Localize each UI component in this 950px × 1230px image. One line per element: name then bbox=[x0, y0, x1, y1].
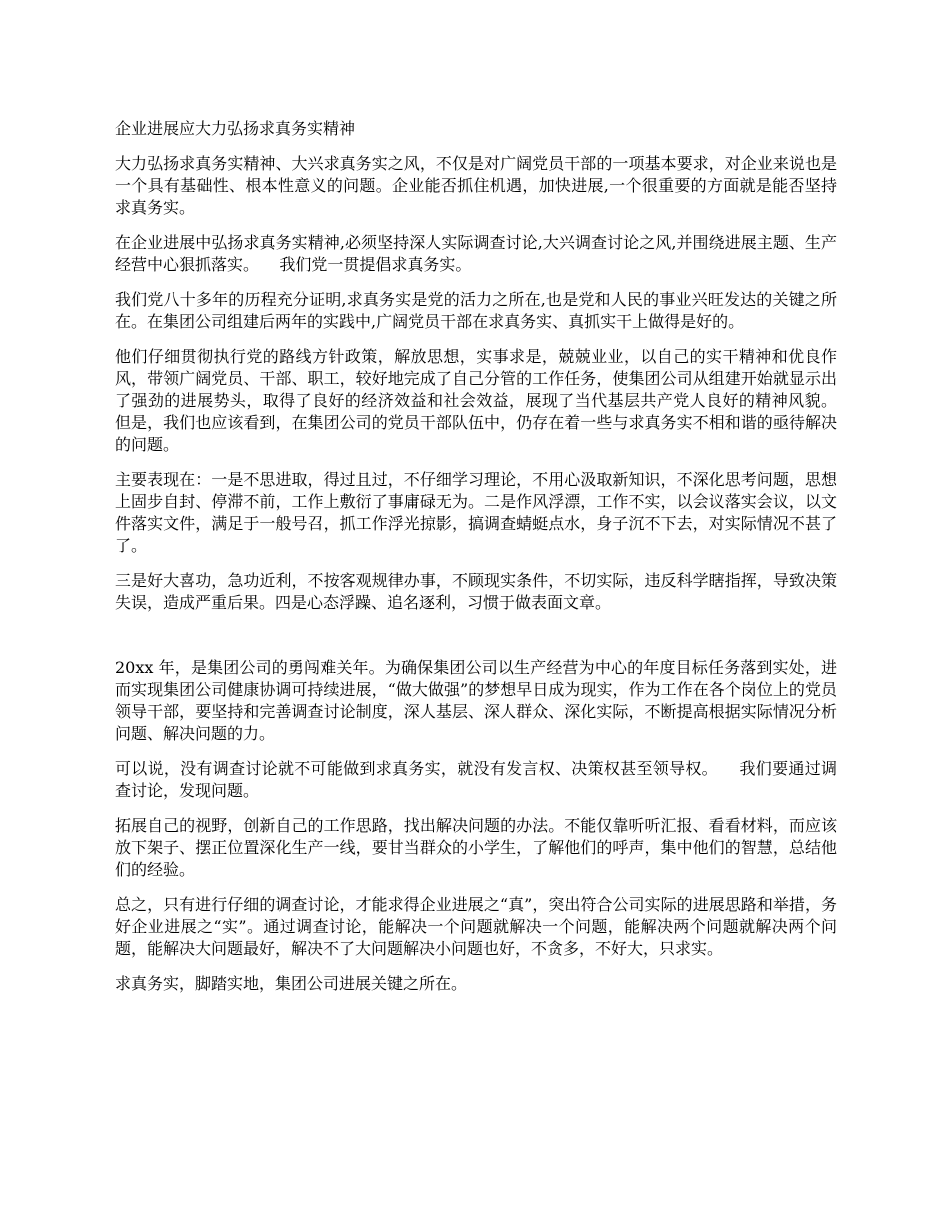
paragraph: 大力弘扬求真务实精神、大兴求真务实之风，不仅是对广阔党员干部的一项基本要求，对企业来说也是一个具有基础性、根本性意义的问题。企业能否抓住机遇，加快进展,一个很重要的方面就是能否坚持求真务实。 bbox=[115, 154, 837, 217]
paragraph: 主要表现在：一是不思进取，得过且过，不仔细学习理论，不用心汲取新知识，不深化思考问题，思想上固步自封、停滞不前，工作上敷衍了事庸碌无为。二是作风浮漂，工作不实，以会议落实会议，以文件落实文件，满足于一般号召，抓工作浮光掠影，搞调查蜻蜓点水，身子沉不下去，对实际情况不甚了了。 bbox=[115, 470, 837, 555]
paragraph: 求真务实，脚踏实地，集团公司进展关键之所在。 bbox=[115, 974, 468, 993]
paragraph: 可以说，没有调查讨论就不可能做到求真务实，就没有发言权、决策权甚至领导权。 我们要通过调查讨论，发现问题。 bbox=[115, 759, 837, 800]
document-page bbox=[115, 118, 858, 1008]
paragraph: 在企业进展中弘扬求真务实精神,必须坚持深人实际调查讨论,大兴调查讨论之风,并围绕进展主题、生产经营中心狠抓落实。 我们党一贯提倡求真务实。 bbox=[115, 233, 837, 274]
paragraph: 20xx 年，是集团公司的勇闯难关年。为确保集团公司以生产经营为中心的年度目标任务落到实处，进而实现集团公司健康协调可持续进展，“做大做强”的梦想早日成为现实，作为工作在各个岗位上的党员领导干部，要坚持和完善调查讨论制度，深人基层、深人群众、深化实际，不断提高根据实际情况分析问题、解决问题的力。 bbox=[115, 658, 837, 743]
document-title: 企业进展应大力弘扬求真务实精神 bbox=[115, 119, 356, 138]
paragraph: 他们仔细贯彻执行党的路线方针政策，解放思想，实事求是，兢兢业业，以自己的实干精神和优良作风，带领广阔党员、干部、职工，较好地完成了自己分管的工作任务，使集团公司从组建开始就显示出了强劲的进展势头，取得了良好的经济效益和社会效益，展现了当代基层共产党人良好的精神风貌。 但是，我们也应该看到，在集团公司的党员干部队伍中，仍存在着一些与求真务实不相和谐的亟待解决的问题。 bbox=[115, 347, 858, 454]
paragraph: 三是好大喜功，急功近利，不按客观规律办事，不顾现实条件，不切实际，违反科学瞎指挥，导致决策失误，造成严重后果。四是心态浮躁、追名逐利，习惯于做表面文章。 bbox=[115, 571, 837, 612]
paragraph: 我们党八十多年的历程充分证明,求真务实是党的活力之所在,也是党和人民的事业兴旺发达的关键之所在。在集团公司组建后两年的实践中,广阔党员干部在求真务实、真抓实干上做得是好的。 bbox=[115, 290, 837, 331]
paragraph: 总之，只有进行仔细的调查讨论，才能求得企业进展之“真”，突出符合公司实际的进展思路和举措，务好企业进展之“实”。通过调查讨论，能解决一个问题就解决一个问题，能解决两个问题就解决两个问题，能解决大问题最好，解决不了大问题解决小问题也好，不贪多，不好大，只求实。 bbox=[115, 895, 837, 958]
paragraph: 拓展自己的视野，创新自己的工作思路，找出解决问题的办法。不能仅靠听听汇报、看看材料，而应该放下架子、摆正位置深化生产一线，要甘当群众的小学生，了解他们的呼声，集中他们的智慧，总结他们的经验。 bbox=[115, 816, 837, 879]
section-gap bbox=[115, 627, 837, 657]
